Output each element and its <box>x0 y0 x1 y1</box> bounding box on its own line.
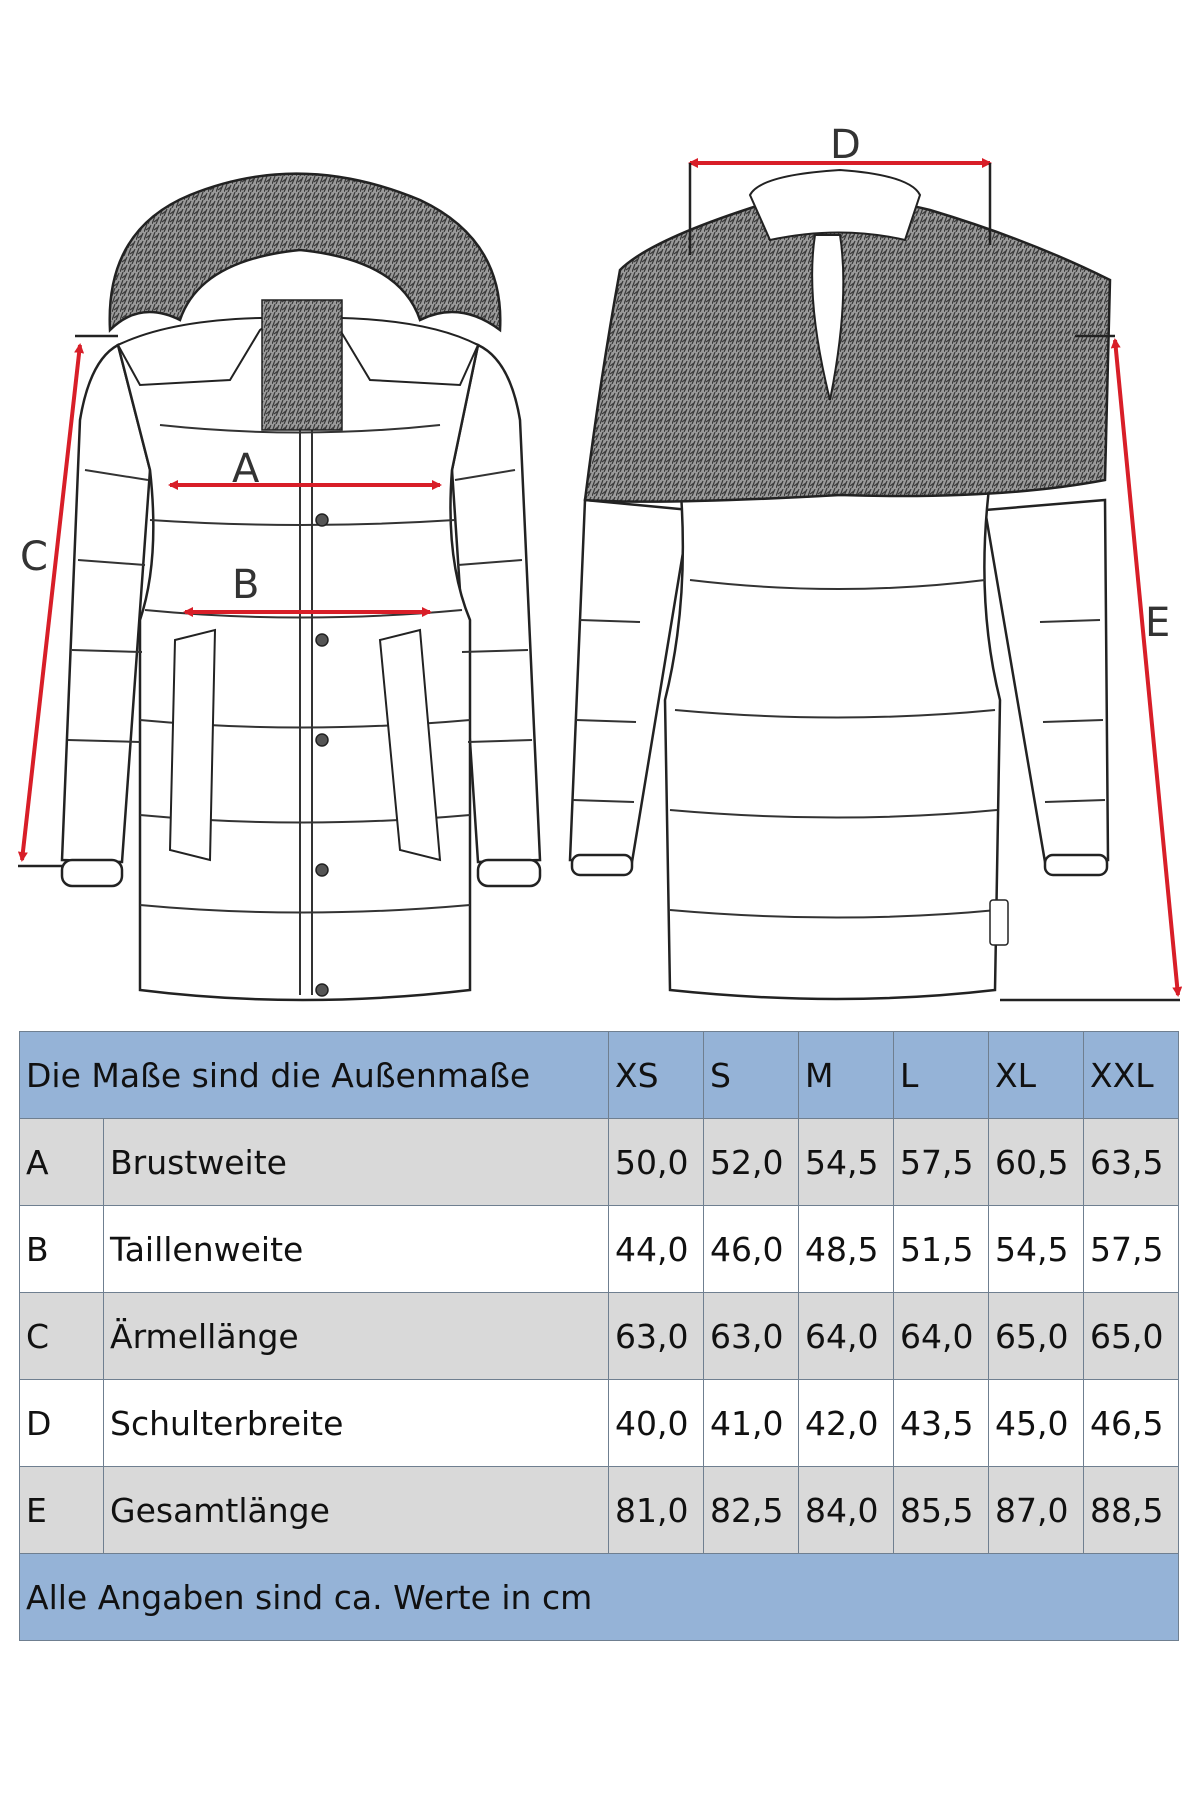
cell-value: 50,0 <box>609 1119 704 1206</box>
cell-value: 64,0 <box>799 1293 894 1380</box>
table-header-row <box>20 1032 1179 1119</box>
cell-value: 85,5 <box>894 1467 989 1554</box>
cell-value: 87,0 <box>989 1467 1084 1554</box>
cell-value: 51,5 <box>894 1206 989 1293</box>
row-code: C <box>20 1293 104 1380</box>
size-xl: XL <box>989 1032 1084 1119</box>
cell-value: 65,0 <box>1084 1293 1179 1380</box>
cell-value: 57,5 <box>894 1119 989 1206</box>
cell-value: 64,0 <box>894 1293 989 1380</box>
table-row <box>20 1380 1179 1467</box>
cell-value: 65,0 <box>989 1293 1084 1380</box>
label-C: C <box>20 534 48 580</box>
cell-value: 46,0 <box>704 1206 799 1293</box>
cell-value: 41,0 <box>704 1380 799 1467</box>
cell-value: 44,0 <box>609 1206 704 1293</box>
cell-value: 54,5 <box>799 1119 894 1206</box>
size-xxl: XXL <box>1084 1032 1179 1119</box>
table-row <box>20 1467 1179 1554</box>
back-right-sleeve <box>985 500 1108 862</box>
cell-value: 48,5 <box>799 1206 894 1293</box>
size-l: L <box>894 1032 989 1119</box>
cell-value: 63,5 <box>1084 1119 1179 1206</box>
front-inner-fur <box>262 300 342 430</box>
back-left-cuff <box>572 855 632 875</box>
size-m: M <box>799 1032 894 1119</box>
back-right-cuff <box>1045 855 1107 875</box>
cell-value: 84,0 <box>799 1467 894 1554</box>
jacket-back-view <box>570 170 1110 999</box>
row-code: B <box>20 1206 104 1293</box>
cell-value: 54,5 <box>989 1206 1084 1293</box>
size-xs: XS <box>609 1032 704 1119</box>
jacket-front-view <box>62 174 540 1000</box>
cell-value: 63,0 <box>609 1293 704 1380</box>
front-right-cuff <box>478 860 540 886</box>
label-E: E <box>1145 600 1171 646</box>
footer-note: Alle Angaben sind ca. Werte in cm <box>20 1554 1179 1641</box>
label-A: A <box>232 446 260 492</box>
row-code: A <box>20 1119 104 1206</box>
size-chart-table <box>19 1031 1179 1641</box>
row-name: Gesamtlänge <box>104 1467 609 1554</box>
size-s: S <box>704 1032 799 1119</box>
cell-value: 82,5 <box>704 1467 799 1554</box>
back-body <box>665 480 1000 999</box>
row-code: E <box>20 1467 104 1554</box>
cell-value: 46,5 <box>1084 1380 1179 1467</box>
row-code: D <box>20 1380 104 1467</box>
header-label: Die Maße sind die Außenmaße <box>20 1032 609 1119</box>
label-B: B <box>232 562 260 608</box>
back-brand-badge <box>990 900 1008 945</box>
cell-value: 88,5 <box>1084 1467 1179 1554</box>
row-name: Brustweite <box>104 1119 609 1206</box>
cell-value: 40,0 <box>609 1380 704 1467</box>
cell-value: 42,0 <box>799 1380 894 1467</box>
row-name: Ärmellänge <box>104 1293 609 1380</box>
cell-value: 45,0 <box>989 1380 1084 1467</box>
cell-value: 52,0 <box>704 1119 799 1206</box>
back-collar <box>750 170 920 240</box>
cell-value: 57,5 <box>1084 1206 1179 1293</box>
table-footer-row <box>20 1554 1179 1641</box>
front-left-cuff <box>62 860 122 886</box>
label-D: D <box>830 122 861 168</box>
table-row <box>20 1119 1179 1206</box>
front-left-pocket <box>170 630 215 860</box>
table-row <box>20 1206 1179 1293</box>
arrow-E <box>1115 340 1178 995</box>
cell-value: 63,0 <box>704 1293 799 1380</box>
back-hood-fur <box>585 199 1110 502</box>
cell-value: 60,5 <box>989 1119 1084 1206</box>
table-row <box>20 1293 1179 1380</box>
cell-value: 81,0 <box>609 1467 704 1554</box>
cell-value: 43,5 <box>894 1380 989 1467</box>
row-name: Taillenweite <box>104 1206 609 1293</box>
row-name: Schulterbreite <box>104 1380 609 1467</box>
